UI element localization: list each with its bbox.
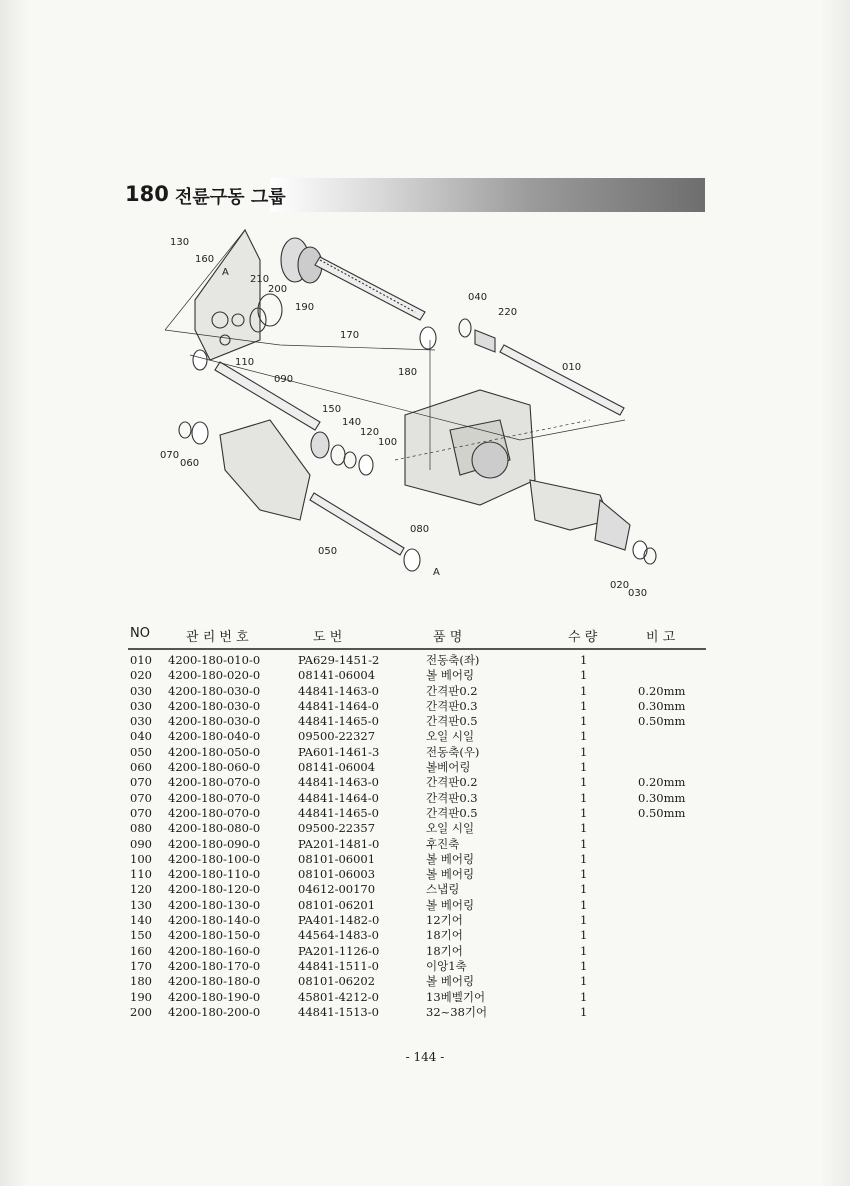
- cell-part-name: 간격판0.2: [426, 775, 478, 790]
- cell-part-name: 간격판0.5: [426, 714, 478, 729]
- callout-label: 160: [195, 254, 215, 265]
- cell-part-name: 간격판0.3: [426, 698, 478, 713]
- table-row: [128, 928, 708, 943]
- cell-no: 080: [130, 821, 152, 836]
- table-row: [128, 882, 708, 897]
- cell-drawing-number: 44841-1465-0: [298, 714, 379, 729]
- cell-quantity: 1: [580, 653, 588, 667]
- cell-quantity: 1: [580, 698, 588, 713]
- section-header: [120, 178, 705, 212]
- cell-no: 020: [130, 668, 152, 683]
- cell-drawing-number: 44841-1463-0: [298, 683, 379, 698]
- callout-label: 200: [268, 284, 288, 295]
- table-row: [128, 898, 708, 913]
- table-row: [128, 837, 708, 852]
- cell-part-name: 18기어: [426, 943, 463, 958]
- col-quantity: 수 량: [568, 630, 598, 645]
- cell-quantity: 1: [580, 882, 588, 897]
- cell-no: 100: [130, 851, 152, 866]
- cell-no: 180: [130, 974, 152, 989]
- cell-part-name: 스냅링: [426, 882, 460, 897]
- table-row: [128, 745, 708, 760]
- table-row: [128, 806, 708, 821]
- callout-label: 040: [468, 292, 488, 303]
- cell-no: 070: [130, 775, 152, 790]
- table-row: [128, 821, 708, 836]
- cell-no: 130: [130, 897, 152, 912]
- cell-drawing-number: 08101-06003: [298, 867, 376, 882]
- callout-label: 180: [398, 367, 418, 378]
- cell-no: 050: [130, 744, 152, 759]
- cell-quantity: 1: [580, 974, 588, 989]
- table-row: [128, 944, 708, 959]
- callout-label: 220: [498, 307, 518, 318]
- cell-mgmt-number: 4200-180-010-0: [168, 653, 261, 667]
- cell-quantity: 1: [580, 668, 588, 683]
- cell-mgmt-number: 4200-180-160-0: [168, 943, 261, 958]
- cell-quantity: 1: [580, 821, 588, 836]
- cell-part-name: 18기어: [426, 928, 463, 943]
- cell-mgmt-number: 4200-180-190-0: [168, 989, 261, 1004]
- cell-mgmt-number: 4200-180-070-0: [168, 775, 261, 790]
- parts-table-header: [128, 626, 708, 648]
- cell-part-name: 이앙1축: [426, 958, 467, 973]
- col-no: NO: [130, 626, 150, 641]
- cell-no: 150: [130, 928, 152, 943]
- cell-part-name: 오일 시일: [426, 821, 475, 836]
- cell-no: 030: [130, 714, 152, 729]
- table-row: [128, 959, 708, 974]
- cell-mgmt-number: 4200-180-060-0: [168, 760, 261, 775]
- cell-part-name: 볼 베어링: [426, 897, 475, 912]
- cell-drawing-number: 44841-1464-0: [298, 790, 379, 805]
- cell-no: 170: [130, 958, 152, 973]
- cell-mgmt-number: 4200-180-150-0: [168, 928, 261, 943]
- cell-quantity: 1: [580, 760, 588, 775]
- cell-drawing-number: 08141-06004: [298, 668, 376, 683]
- table-row: [128, 913, 708, 928]
- table-row: [128, 1005, 708, 1020]
- cell-note: 0.20mm: [638, 775, 686, 790]
- table-row: [128, 974, 708, 989]
- cell-quantity: 1: [580, 897, 588, 912]
- cell-part-name: 32~38기어: [426, 1004, 488, 1019]
- cell-drawing-number: 08101-06201: [298, 897, 376, 912]
- exploded-parts-diagram: [150, 220, 670, 610]
- table-row: [128, 684, 708, 699]
- cell-note: 0.20mm: [638, 683, 686, 698]
- cell-no: 070: [130, 805, 152, 820]
- callout-label: 120: [360, 427, 380, 438]
- cell-no: 190: [130, 989, 152, 1004]
- callout-label: 050: [318, 546, 338, 557]
- cell-drawing-number: PA629-1451-2: [298, 653, 380, 667]
- callout-label: 110: [235, 357, 255, 368]
- cell-quantity: 1: [580, 867, 588, 882]
- cell-quantity: 1: [580, 836, 588, 851]
- table-row: [128, 760, 708, 775]
- cell-quantity: 1: [580, 851, 588, 866]
- cell-mgmt-number: 4200-180-030-0: [168, 683, 261, 698]
- table-row: [128, 852, 708, 867]
- callout-label: 020: [610, 580, 630, 591]
- cell-no: 120: [130, 882, 152, 897]
- table-row: [128, 668, 708, 683]
- callout-label: 030: [628, 588, 648, 599]
- cell-quantity: 1: [580, 928, 588, 943]
- callout-label: 100: [378, 437, 398, 448]
- cell-drawing-number: 44841-1465-0: [298, 805, 379, 820]
- callout-label: A: [222, 267, 229, 278]
- cell-part-name: 간격판0.2: [426, 683, 478, 698]
- cell-part-name: 13베벨기어: [426, 989, 486, 1004]
- cell-mgmt-number: 4200-180-090-0: [168, 836, 261, 851]
- section-number: 180: [125, 182, 169, 206]
- callout-label: 010: [562, 362, 582, 373]
- cell-quantity: 1: [580, 775, 588, 790]
- cell-drawing-number: 44564-1483-0: [298, 928, 379, 943]
- cell-part-name: 간격판0.3: [426, 790, 478, 805]
- callout-label: 170: [340, 330, 360, 341]
- callout-label: 190: [295, 302, 315, 313]
- table-row: [128, 990, 708, 1005]
- cell-quantity: 1: [580, 943, 588, 958]
- callout-label: 140: [342, 417, 362, 428]
- cell-quantity: 1: [580, 1004, 588, 1019]
- cell-no: 200: [130, 1004, 152, 1019]
- cell-note: 0.50mm: [638, 714, 686, 729]
- parts-table-body: [128, 653, 708, 1020]
- cell-drawing-number: PA201-1481-0: [298, 836, 380, 851]
- cell-part-name: 볼 베어링: [426, 867, 475, 882]
- cell-drawing-number: PA401-1482-0: [298, 913, 380, 928]
- header-gradient-bar: [270, 178, 705, 212]
- cell-drawing-number: 08141-06004: [298, 760, 376, 775]
- table-row: [128, 653, 708, 668]
- cell-drawing-number: 04612-00170: [298, 882, 376, 897]
- diagram-drawing: [150, 220, 670, 610]
- cell-drawing-number: 09500-22357: [298, 821, 376, 836]
- cell-drawing-number: 44841-1464-0: [298, 698, 379, 713]
- col-mgmt-number: 관 리 번 호: [186, 630, 249, 645]
- col-part-name: 품 명: [433, 630, 463, 645]
- cell-quantity: 1: [580, 683, 588, 698]
- cell-drawing-number: 08101-06202: [298, 974, 376, 989]
- cell-mgmt-number: 4200-180-050-0: [168, 744, 261, 759]
- cell-drawing-number: 44841-1511-0: [298, 958, 379, 973]
- callout-label: 210: [250, 274, 270, 285]
- cell-no: 030: [130, 683, 152, 698]
- table-row: [128, 714, 708, 729]
- cell-part-name: 간격판0.5: [426, 805, 478, 820]
- table-row: [128, 791, 708, 806]
- col-drawing-number: 도 번: [313, 630, 343, 645]
- cell-part-name: 후진축: [426, 836, 460, 851]
- cell-quantity: 1: [580, 989, 588, 1004]
- cell-part-name: 12기어: [426, 913, 463, 928]
- cell-quantity: 1: [580, 744, 588, 759]
- cell-mgmt-number: 4200-180-140-0: [168, 913, 261, 928]
- cell-drawing-number: PA201-1126-0: [298, 943, 380, 958]
- cell-mgmt-number: 4200-180-180-0: [168, 974, 261, 989]
- table-row: [128, 729, 708, 744]
- cell-part-name: 오일 시일: [426, 729, 475, 744]
- cell-mgmt-number: 4200-180-130-0: [168, 897, 261, 912]
- callout-label: 130: [170, 237, 190, 248]
- cell-quantity: 1: [580, 729, 588, 744]
- table-row: [128, 775, 708, 790]
- callout-label: 090: [274, 374, 294, 385]
- page-number: - 144 -: [405, 1050, 445, 1064]
- header-rule: [128, 648, 706, 650]
- cell-mgmt-number: 4200-180-110-0: [168, 867, 261, 882]
- cell-mgmt-number: 4200-180-030-0: [168, 698, 261, 713]
- cell-part-name: 전동축(우): [426, 744, 480, 759]
- callout-label: 150: [322, 404, 342, 415]
- cell-drawing-number: 44841-1513-0: [298, 1004, 379, 1019]
- cell-mgmt-number: 4200-180-200-0: [168, 1004, 261, 1019]
- cell-quantity: 1: [580, 805, 588, 820]
- callout-label: 080: [410, 524, 430, 535]
- cell-part-name: 전동축(좌): [426, 653, 480, 667]
- cell-no: 040: [130, 729, 152, 744]
- cell-quantity: 1: [580, 790, 588, 805]
- cell-part-name: 볼 베어링: [426, 851, 475, 866]
- cell-drawing-number: 09500-22327: [298, 729, 376, 744]
- cell-note: 0.30mm: [638, 698, 686, 713]
- cell-quantity: 1: [580, 913, 588, 928]
- cell-mgmt-number: 4200-180-020-0: [168, 668, 261, 683]
- cell-mgmt-number: 4200-180-170-0: [168, 958, 261, 973]
- section-title: 전륜구동 그룹: [175, 187, 286, 208]
- callout-label: 060: [180, 458, 200, 469]
- cell-no: 160: [130, 943, 152, 958]
- cell-no: 110: [130, 867, 152, 882]
- cell-mgmt-number: 4200-180-100-0: [168, 851, 261, 866]
- cell-drawing-number: 45801-4212-0: [298, 989, 379, 1004]
- cell-quantity: 1: [580, 714, 588, 729]
- cell-no: 030: [130, 698, 152, 713]
- table-row: [128, 867, 708, 882]
- cell-no: 140: [130, 913, 152, 928]
- cell-drawing-number: PA601-1461-3: [298, 744, 380, 759]
- cell-mgmt-number: 4200-180-070-0: [168, 790, 261, 805]
- table-row: [128, 699, 708, 714]
- cell-no: 010: [130, 653, 152, 667]
- cell-part-name: 볼 베어링: [426, 974, 475, 989]
- cell-no: 070: [130, 790, 152, 805]
- cell-mgmt-number: 4200-180-040-0: [168, 729, 261, 744]
- cell-mgmt-number: 4200-180-070-0: [168, 805, 261, 820]
- cell-part-name: 볼베어링: [426, 760, 471, 775]
- cell-drawing-number: 08101-06001: [298, 851, 376, 866]
- cell-quantity: 1: [580, 958, 588, 973]
- callout-label: 070: [160, 450, 180, 461]
- cell-mgmt-number: 4200-180-080-0: [168, 821, 261, 836]
- cell-no: 090: [130, 836, 152, 851]
- cell-note: 0.50mm: [638, 805, 686, 820]
- cell-note: 0.30mm: [638, 790, 686, 805]
- cell-mgmt-number: 4200-180-120-0: [168, 882, 261, 897]
- cell-no: 060: [130, 760, 152, 775]
- col-note: 비 고: [646, 630, 676, 645]
- cell-part-name: 볼 베어링: [426, 668, 475, 683]
- cell-drawing-number: 44841-1463-0: [298, 775, 379, 790]
- cell-mgmt-number: 4200-180-030-0: [168, 714, 261, 729]
- callout-label: A: [433, 567, 440, 578]
